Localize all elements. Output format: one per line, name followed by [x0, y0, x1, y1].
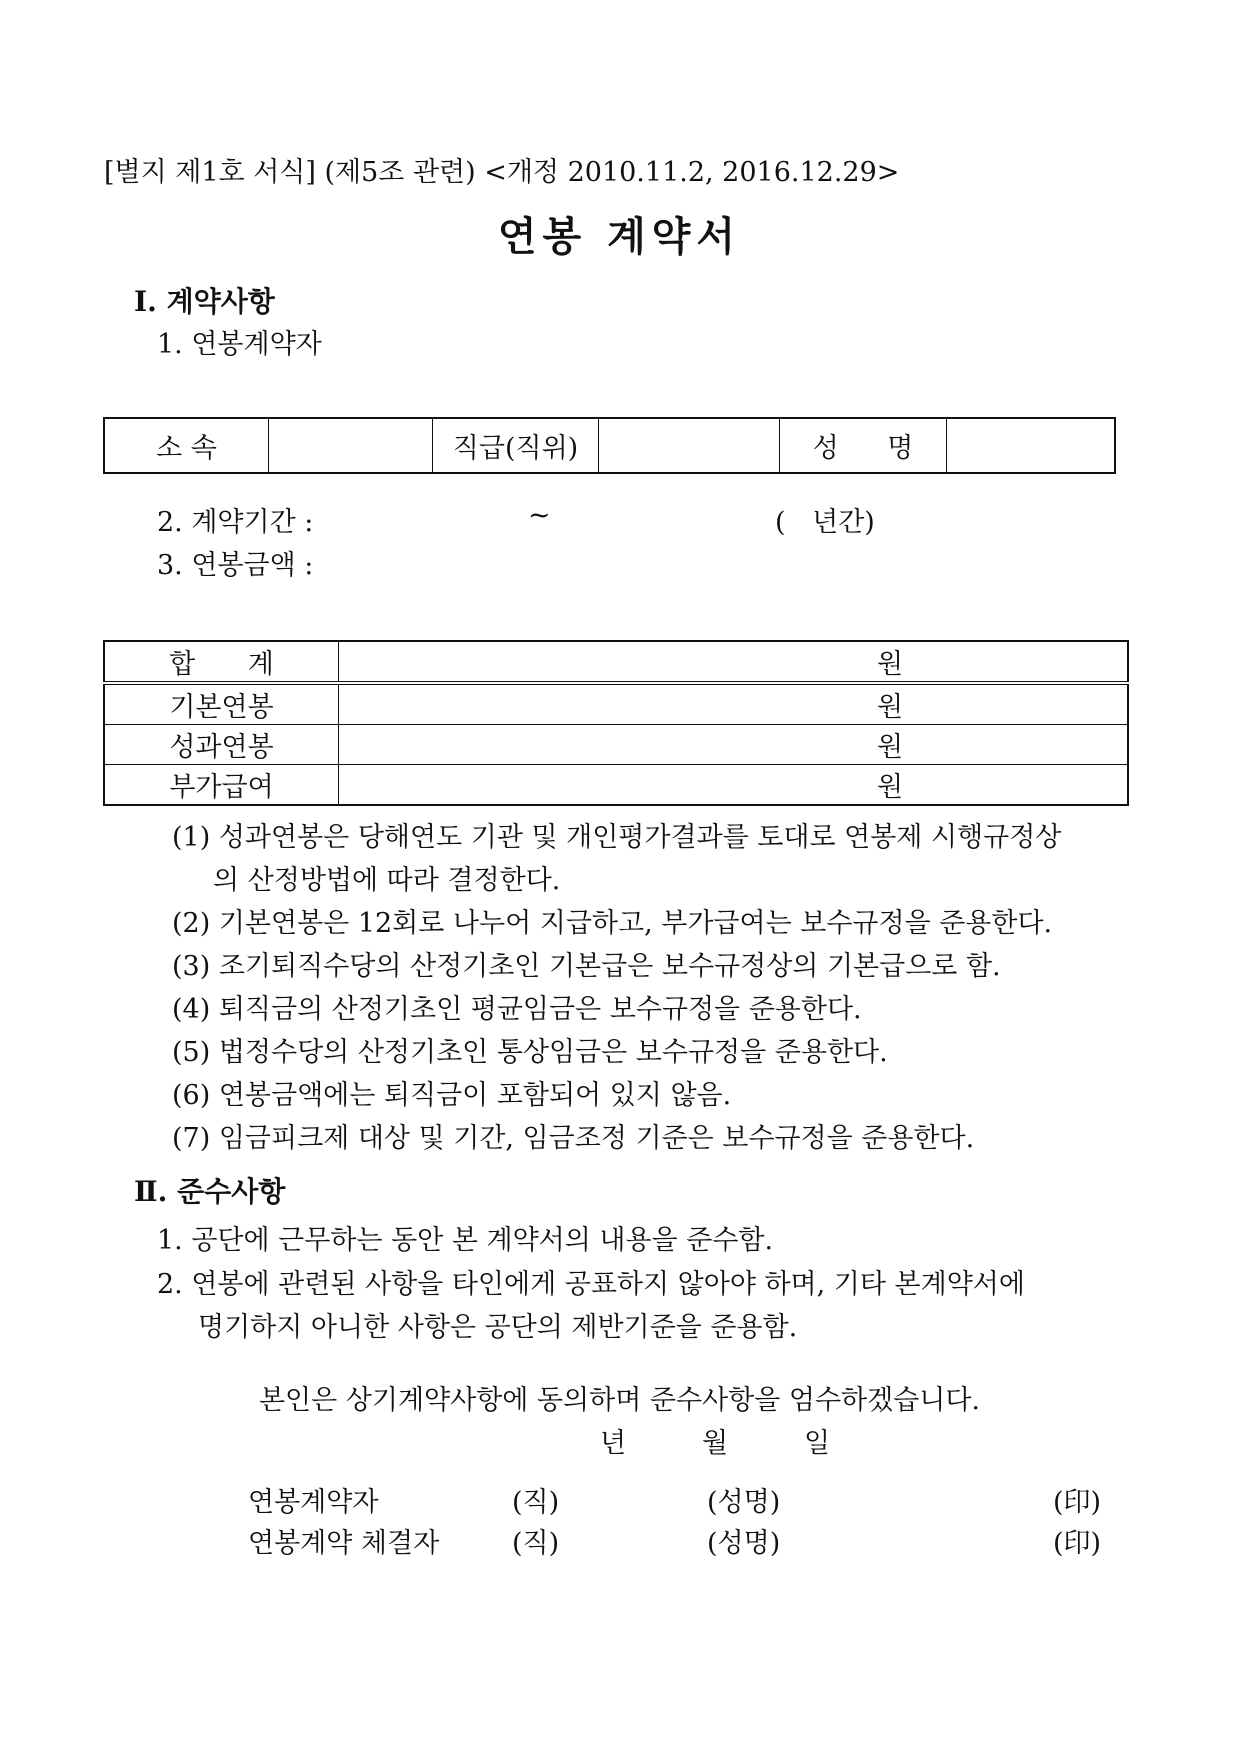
rank-value[interactable]: [599, 418, 780, 473]
section2-item1: 1. 공단에 근무하는 동안 본 계약서의 내용을 준수함.: [157, 1225, 774, 1256]
document-title: 연봉 계약서: [497, 213, 742, 260]
section1-item1: 1. 연봉계약자: [157, 329, 322, 360]
signature-role: 연봉계약 체결자: [248, 1528, 440, 1559]
signature-name[interactable]: (성명): [707, 1528, 781, 1559]
contractor-table: [103, 417, 1116, 474]
seal-mark[interactable]: (印): [1053, 1487, 1102, 1518]
table-row: [104, 725, 1128, 765]
date-month[interactable]: 월: [702, 1428, 729, 1459]
salary-row-unit[interactable]: 원: [339, 641, 1129, 683]
section2-item2: 2. 연봉에 관련된 사항을 타인에게 공표하지 않아야 하며, 기타 본계약서에: [157, 1269, 1025, 1300]
date-year[interactable]: 년: [600, 1428, 627, 1459]
table-row: [104, 683, 1128, 725]
salary-table: [103, 640, 1129, 806]
section2-item2-cont: 명기하지 아니한 사항은 공단의 제반기준을 준용함.: [198, 1312, 798, 1343]
salary-row-unit[interactable]: 원: [339, 683, 1129, 725]
name-label: 성 명: [780, 418, 947, 473]
affiliation-value[interactable]: [269, 418, 433, 473]
header-note: [별지 제1호 서식] (제5조 관련) <개정 2010.11.2, 2016.12.29>: [104, 157, 900, 188]
affiliation-label: 소 속: [104, 418, 269, 473]
seal-mark[interactable]: (印): [1053, 1528, 1102, 1559]
salary-row-label: 부가급여: [104, 765, 339, 806]
note-4: (4) 퇴직금의 산정기초인 평균임금은 보수규정을 준용한다.: [172, 994, 862, 1025]
salary-amount-label: 3. 연봉금액 :: [157, 550, 314, 581]
salary-row-label: 성과연봉: [104, 725, 339, 765]
salary-row-label: 합 계: [104, 641, 339, 683]
contract-period-tilde: ~: [528, 500, 551, 531]
note-5: (5) 법정수당의 산정기초인 통상임금은 보수규정을 준용한다.: [172, 1037, 888, 1068]
name-value[interactable]: [947, 418, 1116, 473]
signature-position[interactable]: (직): [512, 1528, 560, 1559]
note-6: (6) 연봉금액에는 퇴직금이 포함되어 있지 않음.: [172, 1080, 732, 1111]
signature-position[interactable]: (직): [512, 1487, 560, 1518]
contract-period-label: 2. 계약기간 :: [157, 507, 314, 538]
signature-role: 연봉계약자: [248, 1487, 379, 1518]
salary-row-unit[interactable]: 원: [339, 725, 1129, 765]
note-1: (1) 성과연봉은 당해연도 기관 및 개인평가결과를 토대로 연봉제 시행규정상: [172, 822, 1062, 853]
agreement-statement: 본인은 상기계약사항에 동의하며 준수사항을 엄수하겠습니다.: [258, 1385, 981, 1416]
note-1-cont: 의 산정방법에 따라 결정한다.: [213, 865, 561, 896]
section1-heading: Ⅰ. 계약사항: [134, 285, 275, 318]
note-7: (7) 임금피크제 대상 및 기간, 임금조정 기준은 보수규정을 준용한다.: [172, 1123, 975, 1154]
rank-label: 직급(직위): [433, 418, 599, 473]
salary-row-label: 기본연봉: [104, 683, 339, 725]
note-2: (2) 기본연봉은 12회로 나누어 지급하고, 부가급여는 보수규정을 준용한다.: [172, 908, 1053, 939]
contract-period-years: ( 년간): [775, 507, 875, 538]
salary-row-unit[interactable]: 원: [339, 765, 1129, 806]
date-day[interactable]: 일: [804, 1428, 831, 1459]
table-row: [104, 765, 1128, 806]
table-row: [104, 641, 1128, 683]
note-3: (3) 조기퇴직수당의 산정기초인 기본급은 보수규정상의 기본급으로 함.: [172, 951, 1001, 982]
signature-name[interactable]: (성명): [707, 1487, 781, 1518]
section2-heading: Ⅱ. 준수사항: [134, 1175, 286, 1208]
